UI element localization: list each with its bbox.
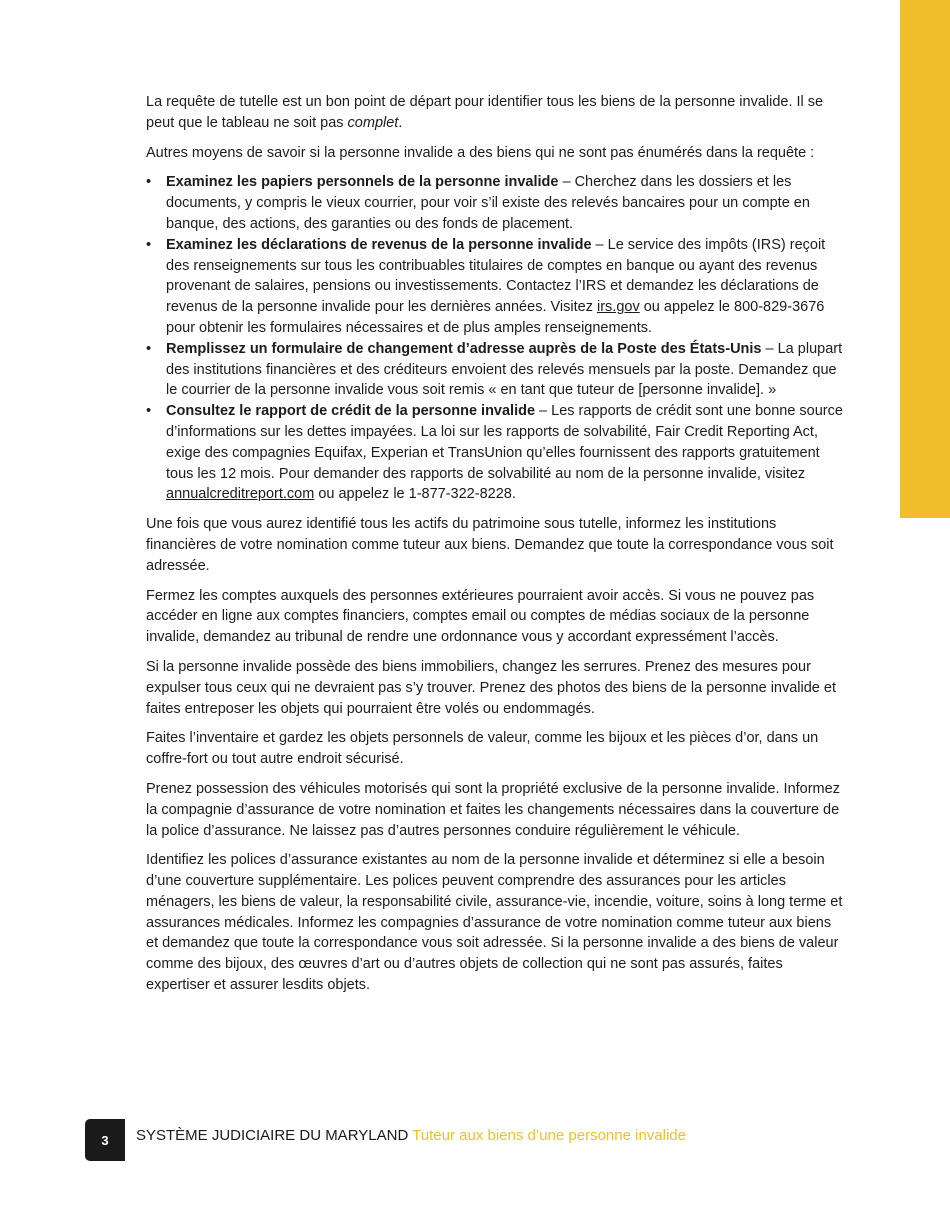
list-item-heading: Examinez les papiers personnels de la personne invalide: [166, 174, 559, 191]
bullet-list: [146, 172, 846, 505]
paragraph-vehicles: Prenez possession des véhicules motorisés qui sont la propriété exclusive de la personne invalide. Informez la compagnie d’assurance de votre nomination et faites les changements nécessaires dans la couverture de la police d’assurance. Ne laissez pas d’autres personnes conduire régulièrement le véhicule.: [146, 780, 840, 839]
bullet-icon: •: [146, 174, 152, 191]
footer-subtitle: Tuteur aux biens d’une personne invalide: [412, 1127, 686, 1144]
bullet-icon: •: [146, 403, 152, 420]
bullet-icon: •: [146, 340, 152, 357]
paragraph-valuables: Faites l’inventaire et gardez les objets personnels de valeur, comme les bijoux et les pièces d’or, dans un coffre-fort ou tout autre endroit sécurisé.: [146, 730, 819, 768]
list-item: [146, 339, 846, 401]
footer-title: [136, 1127, 686, 1144]
paragraph-real-estate: Si la personne invalide possède des biens immobiliers, changez les serrures. Prenez des mesures pour expulser tous ceux qui ne devraient pas s’y trouver. Prenez des photos des biens de la personne invalide et faites entreposer les objets qui pourraient être volés ou endommagés.: [146, 658, 836, 717]
list-item: [146, 401, 846, 505]
intro-emphasis: complet: [347, 114, 399, 131]
paragraph-notify-institutions: Une fois que vous aurez identifié tous les actifs du patrimoine sous tutelle, informez les institutions financières de votre nomination comme tuteur aux biens. Demandez que toute la correspondance vous soit adressée.: [146, 516, 834, 574]
paragraph-close-accounts: Fermez les comptes auxquels des personnes extérieures pourraient avoir accès. Si vous ne pouvez pas accéder en ligne aux comptes financiers, comptes email ou comptes de médias sociaux de la personne invalide, demandez au tribunal de rendre une ordonnance vous y accordant expressément l’accès.: [146, 587, 815, 646]
paragraph-insurance: Identifiez les polices d’assurance existantes au nom de la personne invalide et déterminez si elle a besoin d’une couverture supplémentaire. Les polices peuvent comprendre des assurances pour les articles ménagers, les biens de valeur, la responsabilité civile, assurance-vie, incendie, voiture, soins à long terme et assurances médicales. Informez les compagnies d’assurance de votre nomination comme tuteur aux biens et demandez que toute la correspondance vous soit adressée. Si la personne invalide a des biens de valeur comme des bijoux, des œuvres d’art ou d’autres objets de collection qui ne sont pas assurés, faites expertiser et assurer lesdits objets.: [146, 852, 843, 994]
side-tab-decoration: [900, 0, 950, 518]
intro-paragraph-2: Autres moyens de savoir si la personne invalide a des biens qui ne sont pas énumérés dans la requête :: [146, 144, 815, 161]
list-item: [146, 235, 846, 339]
page-number: 3: [85, 1119, 125, 1161]
list-item-text: – Les rapports de crédit sont une bonne source d’informations sur les dettes impayées. La loi sur les rapports de solvabilité, Fair Credit Reporting Act, exige des compagnies Equifax, Experian et TransUnion qu’elles fournissent des rapports gratuitement tous les 12 mois. Pour demander des rapports de solvabilité au nom de la personne invalide, visitez: [166, 403, 843, 482]
list-item-text: – La plupart des institutions financières et des créditeurs envoient des relevés mensuels par la poste. Demandez que le courrier de la personne invalide vous soit remis « en tant que tuteur de [personne invalide]. »: [166, 340, 843, 399]
list-item-text-after: ou appelez le 800-829-3676 pour obtenir les formulaires nécessaires et de plus amples renseignements.: [166, 299, 825, 336]
bullet-icon: •: [146, 236, 152, 253]
list-item-heading: Examinez les déclarations de revenus de la personne invalide: [166, 236, 592, 253]
irs-link[interactable]: irs.gov: [596, 299, 640, 316]
footer-org-name: SYSTÈME JUDICIAIRE DU MARYLAND: [136, 1127, 409, 1144]
list-item-text: – Le service des impôts (IRS) reçoit des renseignements sur tous les contribuables titulaires de comptes en banque ou ayant des revenus provenant de salaires, pensions ou investissements. Contactez l’IRS et demandez les déclarations de revenus de la personne invalide pour les dernières années. Visitez: [166, 236, 826, 316]
page-footer: [85, 1119, 785, 1161]
intro-paragraph-1: La requête de tutelle est un bon point de départ pour identifier tous les biens de la personne invalide. Il se peut que le tableau ne soit pas complet.: [146, 94, 824, 131]
list-item-heading: Consultez le rapport de crédit de la personne invalide: [166, 403, 536, 420]
list-item-text-after: ou appelez le 1-877-322-8228.: [314, 486, 516, 503]
list-item-text: – Cherchez dans les dossiers et les documents, y compris le vieux courrier, pour voir s’il existe des relevés bancaires pour un compte en banque, des actions, des garanties ou des fonds de placement.: [166, 174, 810, 232]
document-body: [146, 92, 846, 1005]
list-item: [146, 172, 846, 234]
list-item-heading: Remplissez un formulaire de changement d’adresse auprès de la Poste des États-Unis: [166, 340, 762, 357]
annualcreditreport-link[interactable]: annualcreditreport.com: [166, 486, 315, 503]
intro-text: La requête de tutelle est un bon point de départ pour identifier tous les biens de la personne invalide. Il se peut que le tableau ne soit pas: [146, 94, 824, 131]
